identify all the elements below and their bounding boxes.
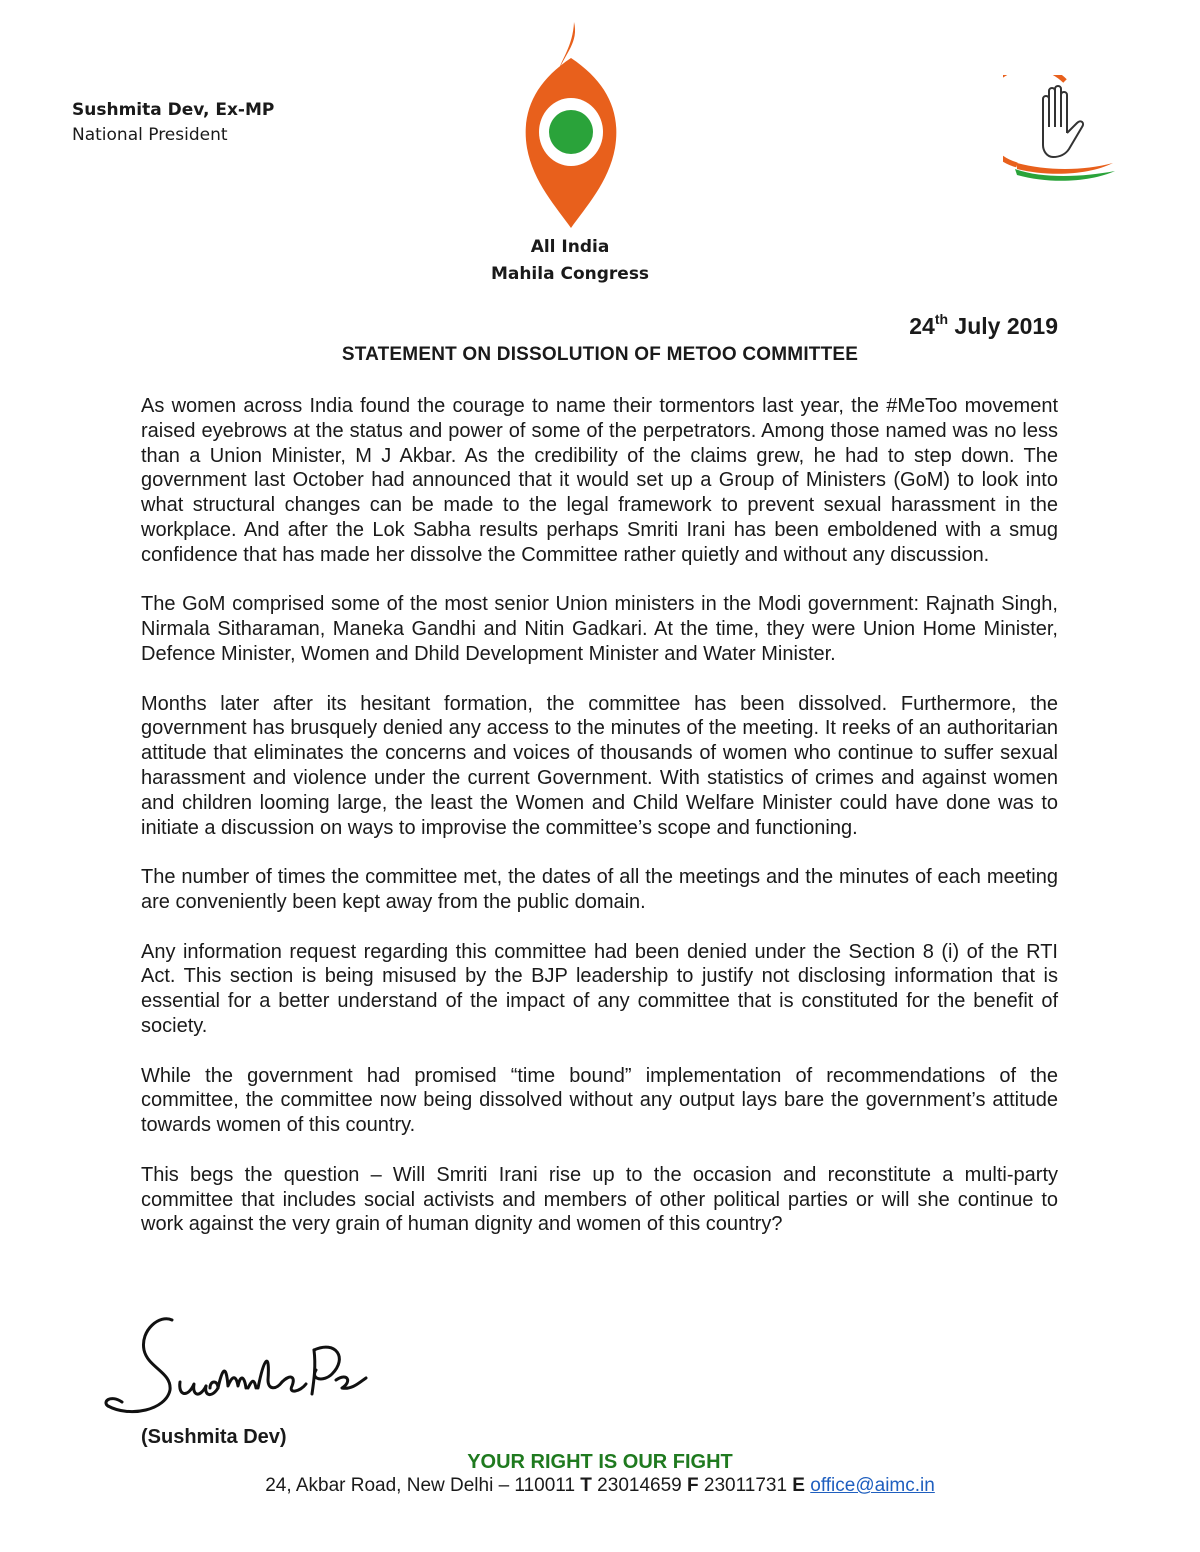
fax-number: 23011731: [698, 1475, 793, 1496]
letter-date: [909, 311, 1058, 341]
hand-symbol-logo-icon: [1003, 75, 1121, 187]
sender-block: [72, 98, 274, 148]
paragraph-7: This begs the question – Will Smriti Irani rise up to the occasion and reconstitute a multi-party committee that includes social activists and members of other political parties or will she continue to work against the very grain of human dignity and women of this country?: [141, 1163, 1058, 1236]
date-suffix: th: [934, 311, 949, 327]
date-rest: July 2019: [948, 313, 1058, 339]
paragraph-2: The GoM comprised some of the most senior Union ministers in the Modi government: Rajnath Singh, Nirmala Sitharaman, Maneka Gandhi and Nitin Gadkari. At the time, they were Union Home Minister, Defence Minister, Women and Dhild Development Minister and Water Minister.: [141, 593, 1058, 665]
footer-contact: [0, 1474, 1200, 1498]
fax-label: F: [687, 1475, 699, 1496]
footer-slogan: YOUR RIGHT IS OUR FIGHT: [467, 1451, 733, 1473]
paragraph-1: As women across India found the courage to name their tormentors last year, the #MeToo movement raised eyebrows at the status and power of some of the perpetrators. Among those named was no less than a Union Minister, M J Akbar. As the credibility of the claims grew, he had to step down. The government last October had announced that it would set up a Group of Ministers (GoM) to look into what structural changes can be made to the legal framework to prevent sexual harassment in the workplace. And after the Lok Sabha results perhaps Smriti Irani has been emboldened with a smug confidence that has made her dissolve the Committee rather quietly and without any discussion.: [141, 395, 1058, 566]
handwritten-signature: [100, 1310, 370, 1430]
sender-role: National President: [72, 125, 228, 145]
tel-label: T: [580, 1475, 592, 1496]
sender-name: Sushmita Dev, Ex-MP: [72, 100, 275, 120]
tel-number: 23014659: [591, 1475, 687, 1496]
org-line-1: All India: [530, 237, 610, 257]
email-link[interactable]: office@aimc.in: [810, 1475, 935, 1496]
paragraph-3: Months later after its hesitant formation, the committee has been dissolved. Furthermore, the government has brusquely denied any access to the minutes of the meeting. It reeks of an authoritarian attitude that eliminates the concerns and voices of thousands of women who continue to suffer sexual harassment and violence under the current Government. With statistics of crimes and against women and children looming large, the least the Women and Child Welfare Minister could have done was to initiate a discussion on ways to improvise the committee’s scope and functioning.: [141, 692, 1058, 839]
email-label: E: [792, 1475, 805, 1496]
paragraph-6: While the government had promised “time bound” implementation of recommendations of the committee, the committee now being dissolved without any output lays bare the government’s attitude towards women of this country.: [141, 1064, 1058, 1137]
paragraph-4: The number of times the committee met, the dates of all the meetings and the minutes of each meeting are conveniently been kept away from the public domain.: [141, 866, 1058, 913]
date-day: 24: [909, 313, 935, 339]
statement-title: STATEMENT ON DISSOLUTION OF METOO COMMITTEE: [341, 344, 859, 365]
org-line-2: Mahila Congress: [490, 264, 650, 284]
statement-body: [141, 394, 1058, 1262]
footer-address: 24, Akbar Road, New Delhi – 110011: [265, 1475, 581, 1496]
organization-name: [470, 234, 670, 288]
signatory-name: (Sushmita Dev): [141, 1426, 287, 1448]
paragraph-5: Any information request regarding this committee had been denied under the Section 8 (i) of the RTI Act. This section is being misused by the BJP leadership to justify not disclosing information that is essential for a better understand of the impact of any committee that is constituted for the benefit of society.: [141, 940, 1058, 1037]
flame-drop-logo-icon: [521, 20, 621, 232]
